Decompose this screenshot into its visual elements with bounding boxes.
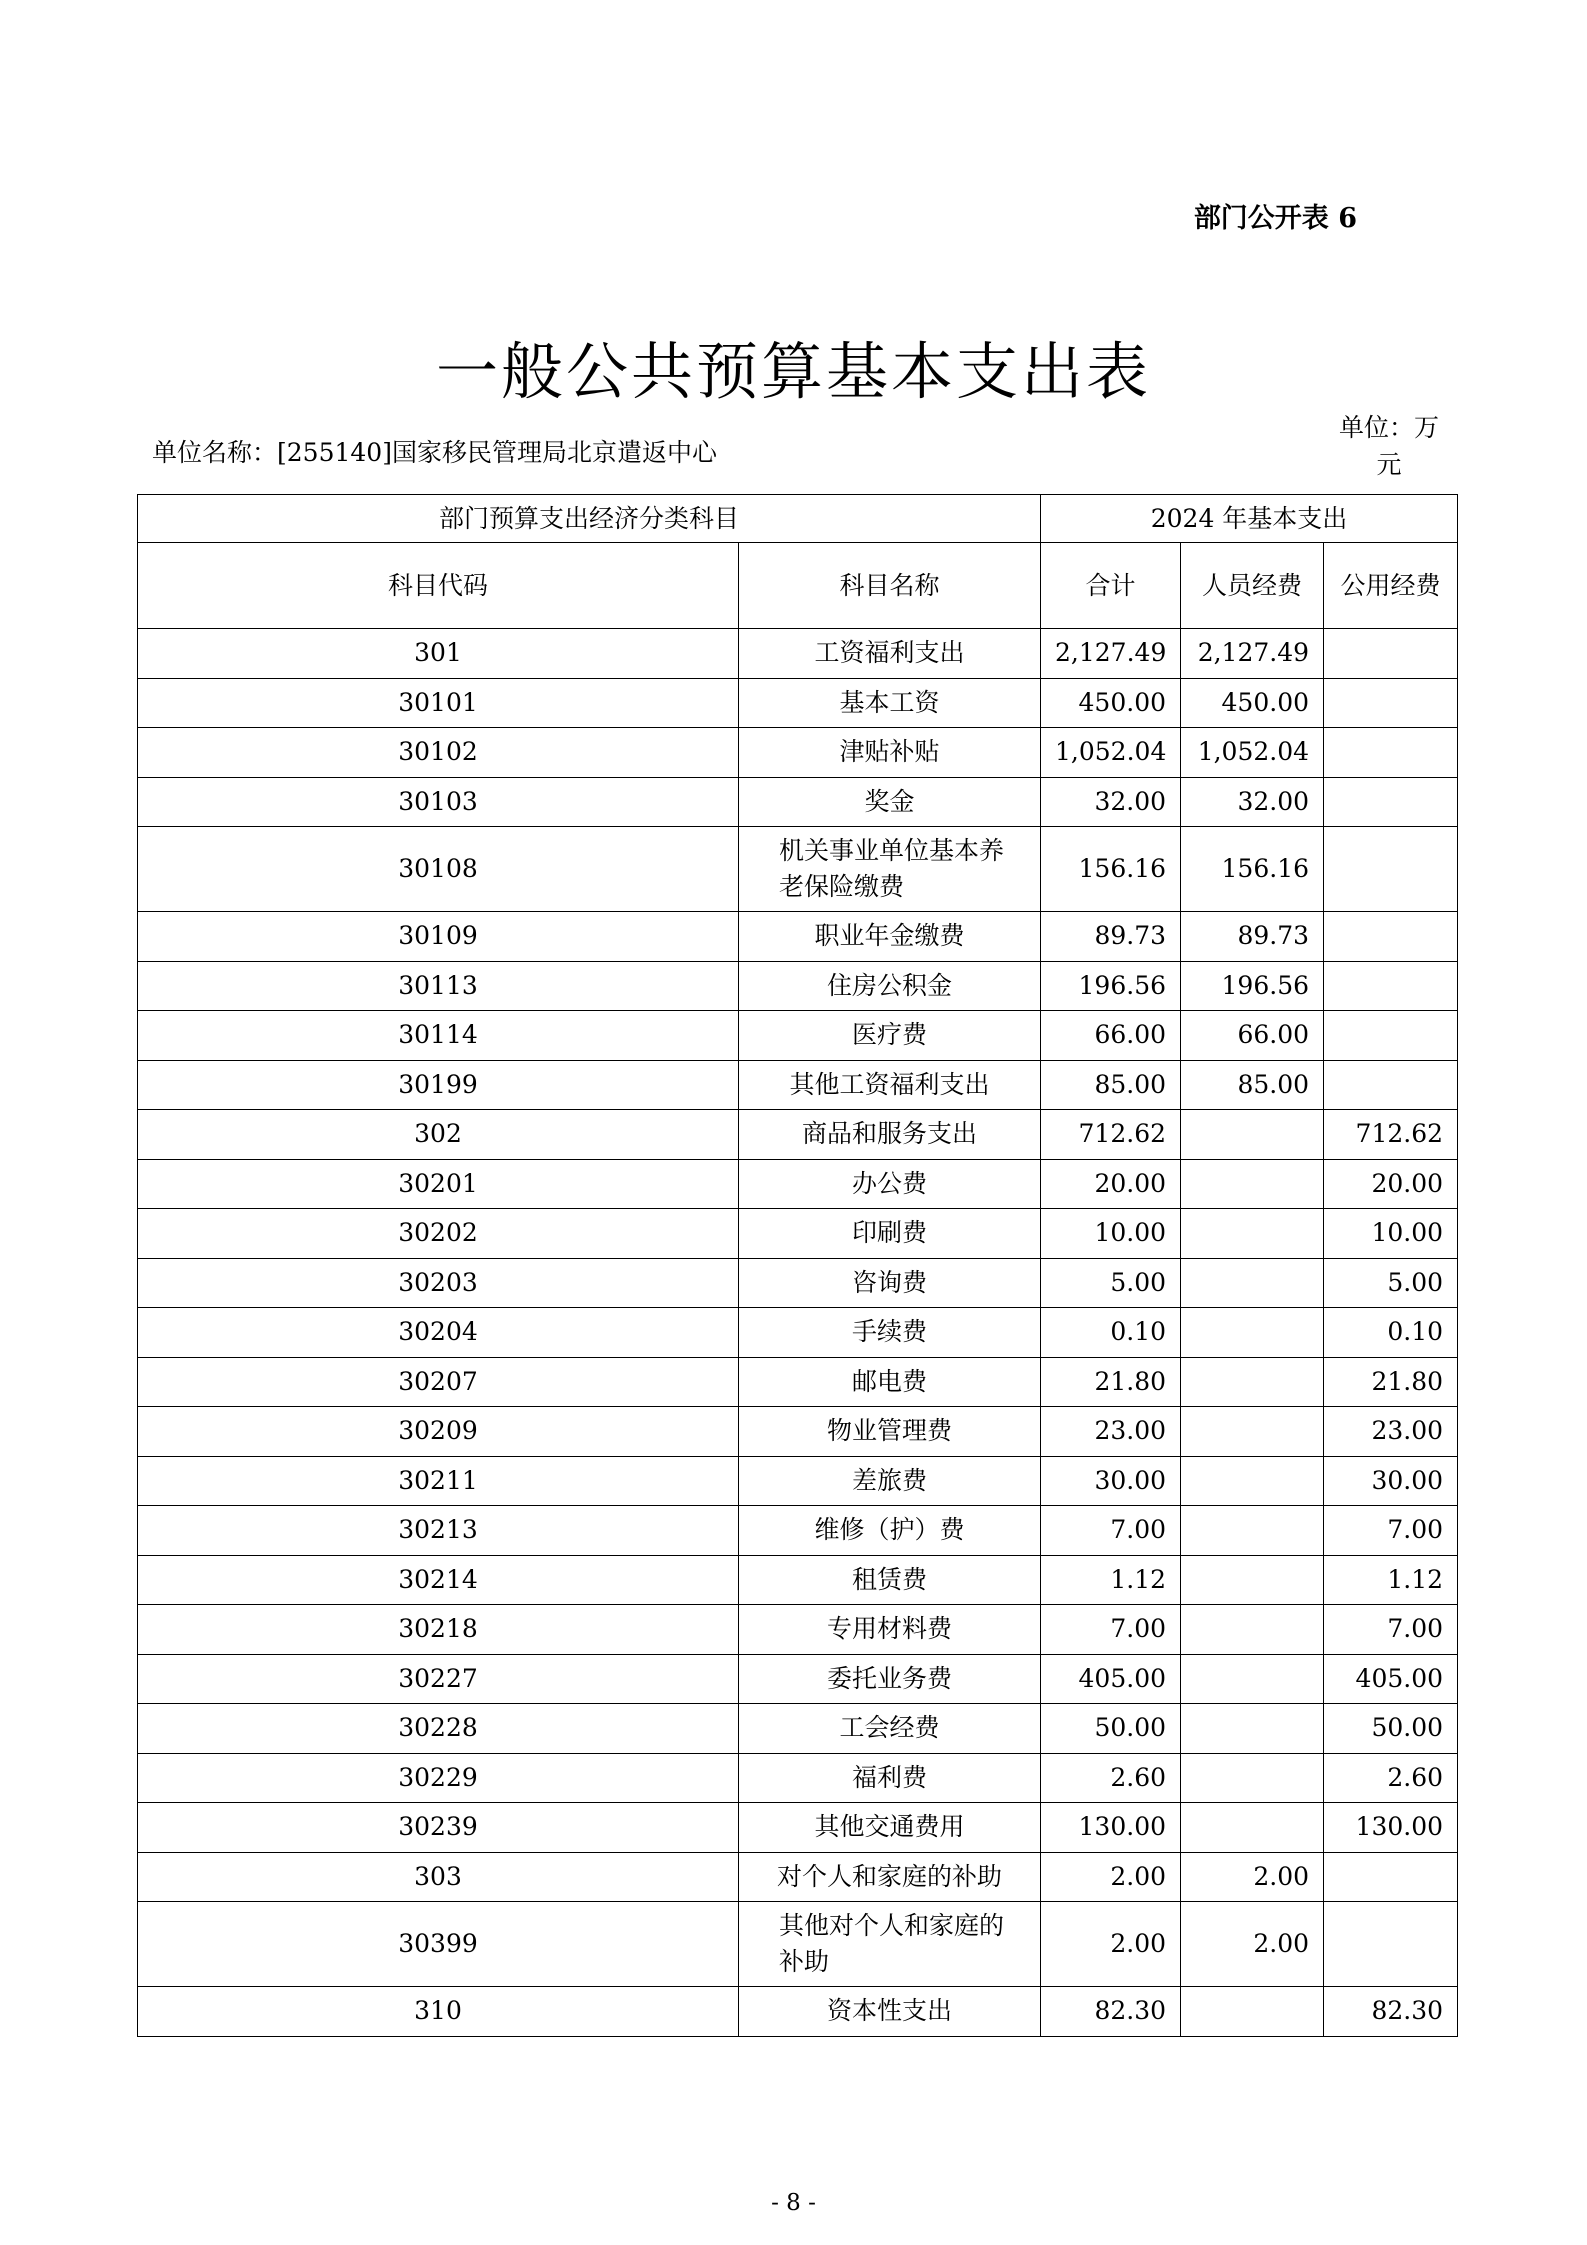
cell-personnel (1181, 1258, 1324, 1308)
cell-total: 89.73 (1041, 912, 1181, 962)
cell-personnel (1181, 1506, 1324, 1556)
table-row (138, 1902, 1458, 1987)
cell-total: 7.00 (1041, 1605, 1181, 1655)
table-row (138, 1605, 1458, 1655)
cell-personnel (1181, 1159, 1324, 1209)
column-header-name: 科目名称 (739, 543, 1041, 629)
cell-total: 2.00 (1041, 1852, 1181, 1902)
cell-total: 23.00 (1041, 1407, 1181, 1457)
page-title: 一般公共预算基本支出表 (435, 335, 1151, 408)
cell-total: 2.60 (1041, 1753, 1181, 1803)
cell-public (1324, 777, 1458, 827)
cell-public (1324, 827, 1458, 912)
cell-public (1324, 1902, 1458, 1987)
cell-name: 其他工资福利支出 (739, 1060, 1041, 1110)
table-row (138, 1803, 1458, 1853)
cell-name: 工资福利支出 (739, 629, 1041, 679)
cell-name: 手续费 (739, 1308, 1041, 1358)
table-number: 部门公开表 6 (1193, 203, 1357, 234)
cell-personnel: 32.00 (1181, 777, 1324, 827)
cell-code: 30199 (138, 1060, 739, 1110)
cell-code: 30108 (138, 827, 739, 912)
cell-public: 5.00 (1324, 1258, 1458, 1308)
cell-name: 津贴补贴 (739, 728, 1041, 778)
cell-code: 302 (138, 1110, 739, 1160)
cell-code: 30213 (138, 1506, 739, 1556)
table-row (138, 961, 1458, 1011)
column-header-personnel: 人员经费 (1181, 543, 1324, 629)
cell-name: 租赁费 (739, 1555, 1041, 1605)
cell-name: 其他对个人和家庭的补助 (739, 1902, 1041, 1987)
cell-personnel: 2.00 (1181, 1902, 1324, 1987)
cell-code: 30211 (138, 1456, 739, 1506)
cell-public: 7.00 (1324, 1506, 1458, 1556)
cell-personnel: 1,052.04 (1181, 728, 1324, 778)
table-row (138, 1407, 1458, 1457)
table-row (138, 1011, 1458, 1061)
cell-code: 30218 (138, 1605, 739, 1655)
cell-personnel: 2,127.49 (1181, 629, 1324, 679)
table-row (138, 1209, 1458, 1259)
cell-code: 310 (138, 1987, 739, 2037)
cell-code: 30114 (138, 1011, 739, 1061)
cell-personnel (1181, 1357, 1324, 1407)
cell-code: 30227 (138, 1654, 739, 1704)
table-row (138, 1357, 1458, 1407)
cell-public: 20.00 (1324, 1159, 1458, 1209)
cell-code: 30209 (138, 1407, 739, 1457)
cell-total: 196.56 (1041, 961, 1181, 1011)
cell-personnel (1181, 1605, 1324, 1655)
cell-public: 7.00 (1324, 1605, 1458, 1655)
cell-code: 30109 (138, 912, 739, 962)
cell-personnel: 89.73 (1181, 912, 1324, 962)
cell-personnel (1181, 1555, 1324, 1605)
table-row (138, 629, 1458, 679)
cell-personnel: 2.00 (1181, 1852, 1324, 1902)
cell-public: 130.00 (1324, 1803, 1458, 1853)
cell-public: 712.62 (1324, 1110, 1458, 1160)
cell-code: 30228 (138, 1704, 739, 1754)
cell-name: 职业年金缴费 (739, 912, 1041, 962)
cell-total: 0.10 (1041, 1308, 1181, 1358)
cell-code: 301 (138, 629, 739, 679)
column-header-total: 合计 (1041, 543, 1181, 629)
cell-name: 医疗费 (739, 1011, 1041, 1061)
table-row (138, 1654, 1458, 1704)
cell-total: 85.00 (1041, 1060, 1181, 1110)
cell-personnel (1181, 1654, 1324, 1704)
cell-public: 50.00 (1324, 1704, 1458, 1754)
cell-personnel (1181, 1753, 1324, 1803)
cell-name: 对个人和家庭的补助 (739, 1852, 1041, 1902)
table-row (138, 1753, 1458, 1803)
cell-public (1324, 912, 1458, 962)
cell-total: 30.00 (1041, 1456, 1181, 1506)
cell-public: 1.12 (1324, 1555, 1458, 1605)
cell-total: 82.30 (1041, 1987, 1181, 2037)
cell-public (1324, 629, 1458, 679)
cell-code: 30214 (138, 1555, 739, 1605)
cell-personnel (1181, 1110, 1324, 1160)
cell-personnel (1181, 1803, 1324, 1853)
cell-total: 66.00 (1041, 1011, 1181, 1061)
cell-name: 其他交通费用 (739, 1803, 1041, 1853)
cell-total: 2.00 (1041, 1902, 1181, 1987)
cell-public: 30.00 (1324, 1456, 1458, 1506)
cell-code: 30103 (138, 777, 739, 827)
cell-code: 30204 (138, 1308, 739, 1358)
group-header-classification: 部门预算支出经济分类科目 (138, 495, 1041, 543)
cell-total: 1,052.04 (1041, 728, 1181, 778)
group-header-basic-expenditure: 2024 年基本支出 (1041, 495, 1458, 543)
cell-name: 机关事业单位基本养老保险缴费 (739, 827, 1041, 912)
table-row (138, 1506, 1458, 1556)
cell-total: 712.62 (1041, 1110, 1181, 1160)
cell-code: 30229 (138, 1753, 739, 1803)
cell-code: 30203 (138, 1258, 739, 1308)
cell-total: 5.00 (1041, 1258, 1181, 1308)
cell-personnel (1181, 1407, 1324, 1457)
cell-total: 130.00 (1041, 1803, 1181, 1853)
cell-public (1324, 1011, 1458, 1061)
cell-public: 82.30 (1324, 1987, 1458, 2037)
cell-code: 30201 (138, 1159, 739, 1209)
cell-personnel (1181, 1987, 1324, 2037)
cell-name: 咨询费 (739, 1258, 1041, 1308)
cell-public (1324, 961, 1458, 1011)
table-row (138, 912, 1458, 962)
cell-code: 30207 (138, 1357, 739, 1407)
cell-name: 住房公积金 (739, 961, 1041, 1011)
table-row (138, 1456, 1458, 1506)
cell-name: 工会经费 (739, 1704, 1041, 1754)
cell-name: 邮电费 (739, 1357, 1041, 1407)
cell-total: 7.00 (1041, 1506, 1181, 1556)
cell-total: 156.16 (1041, 827, 1181, 912)
table-row (138, 1060, 1458, 1110)
cell-public: 21.80 (1324, 1357, 1458, 1407)
table-row (138, 1704, 1458, 1754)
cell-code: 30399 (138, 1902, 739, 1987)
cell-code: 30202 (138, 1209, 739, 1259)
cell-name: 物业管理费 (739, 1407, 1041, 1457)
cell-personnel: 156.16 (1181, 827, 1324, 912)
cell-personnel: 85.00 (1181, 1060, 1324, 1110)
cell-name: 委托业务费 (739, 1654, 1041, 1704)
cell-total: 450.00 (1041, 678, 1181, 728)
cell-personnel: 66.00 (1181, 1011, 1324, 1061)
cell-public (1324, 678, 1458, 728)
cell-public: 0.10 (1324, 1308, 1458, 1358)
cell-public: 10.00 (1324, 1209, 1458, 1259)
table-body (138, 629, 1458, 2037)
table-row (138, 678, 1458, 728)
cell-name: 差旅费 (739, 1456, 1041, 1506)
cell-public (1324, 728, 1458, 778)
cell-code: 30102 (138, 728, 739, 778)
cell-personnel (1181, 1209, 1324, 1259)
table-row (138, 827, 1458, 912)
cell-personnel: 450.00 (1181, 678, 1324, 728)
cell-code: 30239 (138, 1803, 739, 1853)
cell-name: 基本工资 (739, 678, 1041, 728)
cell-public (1324, 1852, 1458, 1902)
table-row (138, 1308, 1458, 1358)
table-row (138, 1110, 1458, 1160)
cell-public: 23.00 (1324, 1407, 1458, 1457)
cell-public: 2.60 (1324, 1753, 1458, 1803)
table-row (138, 1987, 1458, 2037)
cell-total: 1.12 (1041, 1555, 1181, 1605)
cell-name: 奖金 (739, 777, 1041, 827)
table-row (138, 1258, 1458, 1308)
cell-total: 32.00 (1041, 777, 1181, 827)
cell-code: 30113 (138, 961, 739, 1011)
cell-personnel (1181, 1308, 1324, 1358)
cell-name: 福利费 (739, 1753, 1041, 1803)
page-number: - 8 - (771, 2190, 816, 2216)
cell-name: 印刷费 (739, 1209, 1041, 1259)
cell-name: 办公费 (739, 1159, 1041, 1209)
table-row (138, 1555, 1458, 1605)
cell-total: 21.80 (1041, 1357, 1181, 1407)
cell-personnel (1181, 1456, 1324, 1506)
cell-name: 商品和服务支出 (739, 1110, 1041, 1160)
unit-name: 单位名称：[255140]国家移民管理局北京遣返中心 (152, 438, 717, 467)
table-row (138, 777, 1458, 827)
table-row (138, 1852, 1458, 1902)
cell-name: 专用材料费 (739, 1605, 1041, 1655)
cell-public (1324, 1060, 1458, 1110)
cell-name: 资本性支出 (739, 1987, 1041, 2037)
column-header-code: 科目代码 (138, 543, 739, 629)
cell-code: 303 (138, 1852, 739, 1902)
cell-total: 50.00 (1041, 1704, 1181, 1754)
table-row (138, 1159, 1458, 1209)
column-header-public: 公用经费 (1324, 543, 1458, 629)
cell-name: 维修（护）费 (739, 1506, 1041, 1556)
cell-code: 30101 (138, 678, 739, 728)
cell-total: 20.00 (1041, 1159, 1181, 1209)
table-row (138, 728, 1458, 778)
cell-personnel (1181, 1704, 1324, 1754)
cell-public: 405.00 (1324, 1654, 1458, 1704)
cell-total: 2,127.49 (1041, 629, 1181, 679)
budget-table (137, 494, 1458, 2037)
cell-total: 10.00 (1041, 1209, 1181, 1259)
unit-measure: 单位：万元 (1338, 413, 1439, 479)
cell-total: 405.00 (1041, 1654, 1181, 1704)
cell-personnel: 196.56 (1181, 961, 1324, 1011)
